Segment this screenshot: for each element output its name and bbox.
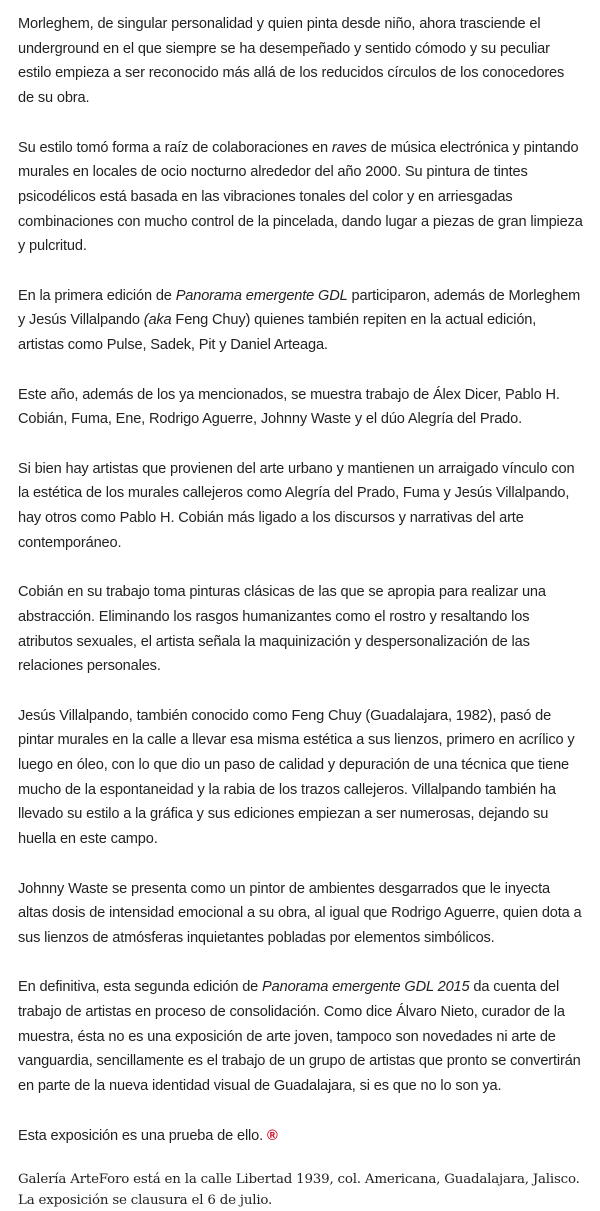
paragraph-3-exhibition-title: Panorama emergente GDL (175, 287, 348, 304)
paragraph-3-aka: (aka (143, 312, 172, 329)
paragraph-7: Jesús Villalpando, también conocido como Feng Chuy (Guadalajara, 1982), pasó de pintar murales en la calle a llevar esa misma estética a sus lienzos, primero en acrílico y luego en óleo, con lo que dio un paso de calidad y depuración de una técnica que tiene mucho de la espontaneidad y la rabia de los trazos callejeros. Villalpando también ha llevado su estilo a la gráfica y sus ediciones empiezan a ser numerosas, dejando su huella en este campo. (18, 707, 575, 848)
paragraph-10 (18, 1124, 583, 1149)
gallery-info-footnote: Galería ArteForo está en la calle Libertad 1939, col. Americana, Guadalajara, Jalisco. La exposición se clausura el 6 de julio. (18, 1172, 580, 1209)
paragraph-3-text-b: participaron, además de Morleghem y Jesús Villalpando (18, 287, 581, 329)
paragraph-2-text-b: de música electrónica y pintando murales en locales de ocio nocturno alrededor del año 2000. Su pintura de tintes psicodélicos está basada en las vibraciones tonales del color y en arriesgadas combinaciones con mucho control de la pincelada, dando lugar a piezas de gran limpieza y pulcritud. (18, 139, 583, 255)
paragraph-9-text-b: da cuenta del trabajo de artistas en proceso de consolidación. Como dice Álvaro Nieto, curador de la muestra, ésta no es una exposición de arte joven, tampoco son novedades ni arte de vanguardia, sencillamente es el trabajo de un grupo de artistas que pronto se convertirán en parte de la nueva identidad visual de Guadalajara, si es que no lo son ya. (18, 979, 581, 1095)
end-of-article-mark: ® (267, 1127, 278, 1144)
paragraph-3 (18, 284, 583, 358)
paragraph-2 (18, 136, 583, 260)
paragraph-10-text: Esta exposición es una prueba de ello. (18, 1127, 263, 1144)
paragraph-9-text-a: En definitiva, esta segunda edición de (18, 979, 263, 996)
paragraph-2-emphasis: raves (331, 139, 367, 156)
paragraph-1: Morleghem, de singular personalidad y quien pinta desde niño, ahora trasciende el underground en el que siempre se ha desempeñado y sentido cómodo y su peculiar estilo empieza a ser reconocido más allá de los reducidos círculos de los conocedores de su obra. (18, 16, 565, 107)
paragraph-3-text-a: En la primera edición de (18, 287, 176, 304)
paragraph-6: Cobián en su trabajo toma pinturas clásicas de las que se apropia para realizar una abstracción. Eliminando los rasgos humanizantes como el rostro y resaltando los atributos sexuales, el artista señala la maquinización y despersonalización de las relaciones personales. (18, 584, 546, 675)
paragraph-2-text-a: Su estilo tomó forma a raíz de colaboraciones en (18, 139, 332, 156)
paragraph-9-exhibition-title: Panorama emergente GDL 2015 (262, 979, 470, 996)
paragraph-8: Johnny Waste se presenta como un pintor de ambientes desgarrados que le inyecta altas dosis de intensidad emocional a su obra, al igual que Rodrigo Aguerre, quien dota a sus lienzos de atmósferas inquietantes pobladas por elementos simbólicos. (18, 880, 582, 946)
paragraph-9 (18, 975, 583, 1099)
paragraph-4: Este año, además de los ya mencionados, se muestra trabajo de Álex Dicer, Pablo H. Cobián, Fuma, Ene, Rodrigo Aguerre, Johnny Waste y el dúo Alegría del Prado. (18, 386, 560, 428)
paragraph-5: Si bien hay artistas que provienen del arte urbano y mantienen un arraigado vínculo con la estética de los murales callejeros como Alegría del Prado, Fuma y Jesús Villalpando, hay otros como Pablo H. Cobián más ligado a los discursos y narrativas del arte contemporáneo. (18, 460, 575, 551)
paragraph-3-text-c: Feng Chuy) quienes también repiten en la actual edición, artistas como Pulse, Sadek, Pit y Daniel Arteaga. (18, 312, 537, 354)
